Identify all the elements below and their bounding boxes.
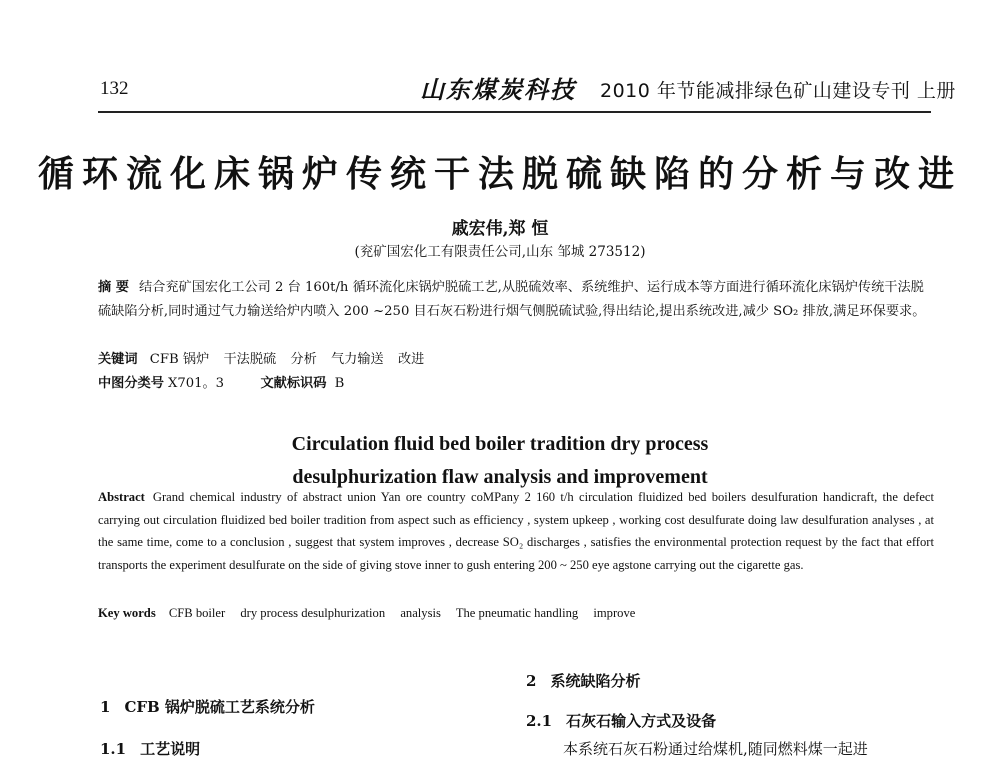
clc-value: X701。3 [167,376,225,391]
issue-title: 2010 年节能减排绿色矿山建设专刊 上册 [600,80,956,102]
doc-code-label: 文献标识码 [260,376,327,391]
journal-logo: 山东煤炭科技 [420,75,576,104]
abstract-cn-label: 摘 要 [98,280,129,295]
keyword-cn: CFB 锅炉 [149,352,210,367]
title-en-line-2: desulphurization flaw analysis and improvement [292,466,708,488]
article-title-cn: 循环流化床锅炉传统干法脱硫缺陷的分析与改进 [37,153,962,195]
keyword-cn: 气力输送 [331,352,384,367]
header-rule [98,111,931,113]
keywords-cn-label: 关键词 [98,352,138,367]
classification-line [98,372,344,391]
abstract-cn [98,276,934,324]
section-heading-2-1 [526,710,716,731]
abstract-en-label: Abstract [98,490,145,504]
section-title: 工艺说明 [140,740,201,758]
section-heading-2 [526,670,640,691]
keyword-en: CFB boiler [168,606,226,620]
keyword-cn: 干法脱硫 [223,352,277,367]
section-heading-1-1 [100,738,200,759]
page-number: 132 [100,78,129,99]
section-2-1-body: 本系统石灰石粉通过给煤机,随同燃料煤一起进 [563,740,868,758]
section-number: 1 [100,698,111,716]
keyword-cn: 改进 [397,352,425,367]
keywords-en [98,606,647,621]
section-heading-1 [100,696,315,717]
keyword-en: dry process desulphurization [240,606,386,620]
authors: 戚宏伟,郑 恒 [451,219,549,239]
section-number: 2 [526,672,537,690]
section-title: 石灰石输入方式及设备 [566,712,717,730]
article-title-en [0,428,1000,494]
section-number: 1.1 [100,740,127,758]
clc-label: 中图分类号 [98,376,164,391]
abstract-en [98,486,934,576]
keyword-en: The pneumatic handling [455,606,579,620]
affiliation: (兖矿国宏化工有限责任公司,山东 邹城 273512) [354,244,646,260]
section-title: CFB 锅炉脱硫工艺系统分析 [124,698,315,716]
keyword-en: improve [593,606,636,620]
keywords-cn [98,348,434,367]
abstract-cn-text: 结合兖矿国宏化工公司 2 台 160t/h 循环流化床锅炉脱硫工艺,从脱硫效率、系统维护、运行成本等方面进行循环流化床锅炉传统干法脱硫缺陷分析,同时通过气力输送给炉内喷入 200 ~250 目石灰石粉进行烟气侧脱硫试验,得出结论,提出系统改进,减少 SO₂ 排放,满足环保要求。 [98,280,926,319]
keyword-en: analysis [400,606,441,620]
keyword-cn: 分析 [290,352,317,367]
abstract-en-text: Grand chemical industry of abstract union Yan ore country coMPany 2 160 t/h circulation fluidized bed boilers desulfuration handicraft, the defect carrying out circulation fluidized bed boiler tradition from aspect such as efficiency , system upkeep , working cost desulfurate doing law desulfuration analyses , at the same time, come to a conclusion , suggest that system improves , decrease SO₂ discharges , satisfies the environmental protection request by the fact that effort transports the experiment desulfurate on the side of giving stove inner to gush entering 200 ~ 250 eye agstone carrying out the cigarette gas. [98,490,934,572]
keywords-en-label: Key words [98,606,156,620]
section-number: 2.1 [526,712,553,730]
doc-code-value: B [334,376,345,391]
title-en-line-1: Circulation fluid bed boiler tradition dry process [291,433,709,455]
section-title: 系统缺陷分析 [550,672,641,690]
